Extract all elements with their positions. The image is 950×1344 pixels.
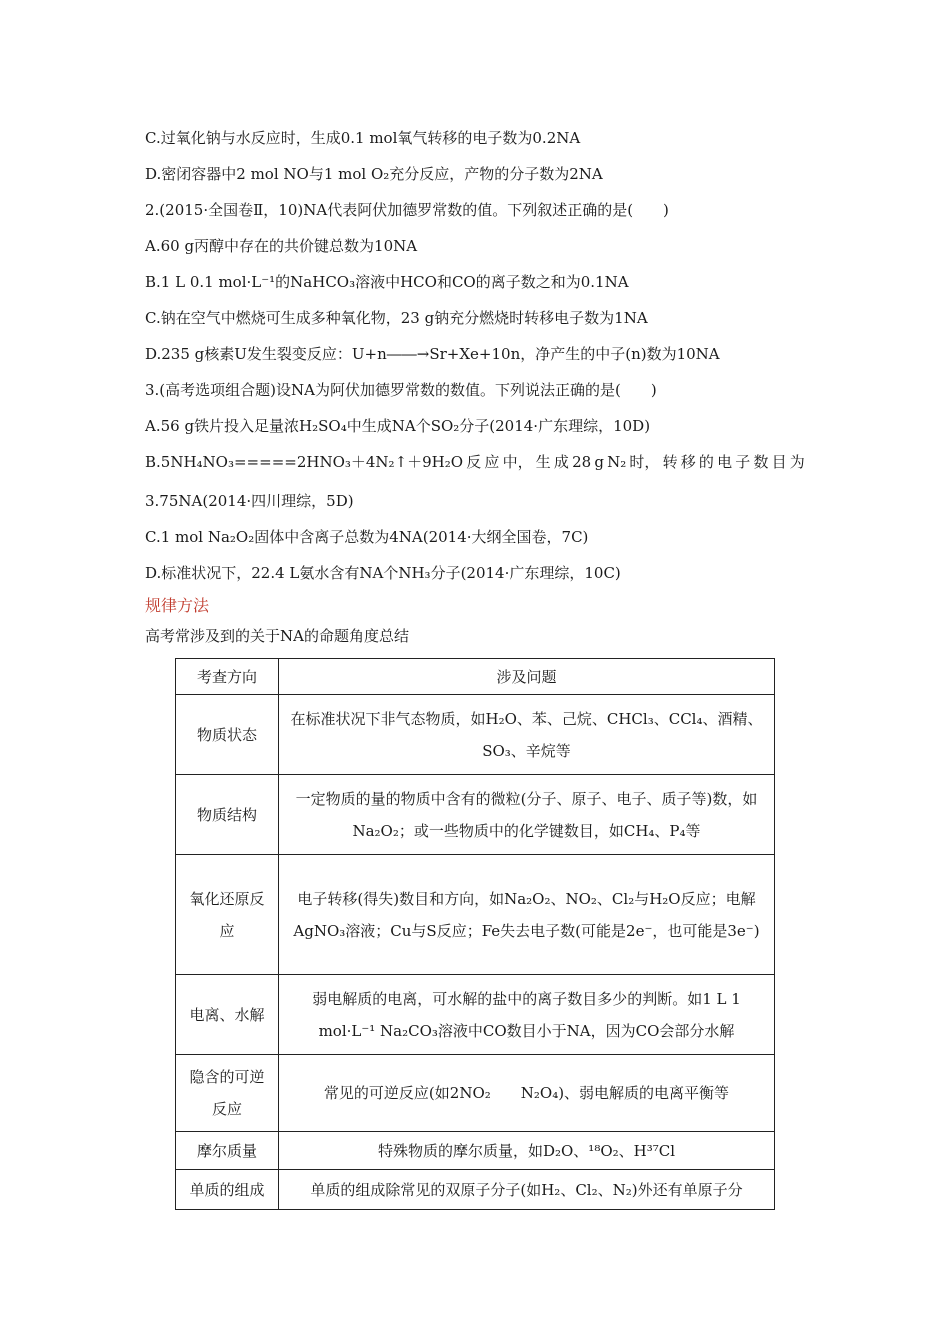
table-row	[176, 855, 775, 975]
b3-part: 的	[698, 453, 714, 471]
table-cell-topic: 氧化还原反应	[176, 855, 279, 975]
table-cell-topic: 物质结构	[176, 775, 279, 855]
option-d-q3: D.标准状况下，22.4 L氨水含有NA个NH₃分子(2014·广东理综，10C)	[145, 564, 621, 582]
question-2: 2.(2015·全国卷Ⅱ，10)NA代表阿伏加德罗常数的值。下列叙述正确的是( )	[145, 201, 669, 219]
question-3: 3.(高考选项组合题)设NA为阿伏加德罗常数的数值。下列说法正确的是( )	[145, 381, 657, 399]
table-cell-detail: 常见的可逆反应(如2NO₂ N₂O₄)、弱电解质的电离平衡等	[279, 1055, 775, 1132]
option-a-q3: A.56 g铁片投入足量浓H₂SO₄中生成NA个SO₂分子(2014·广东理综，10D)	[145, 417, 651, 435]
table-row	[176, 975, 775, 1055]
b3-part: 28	[572, 453, 592, 471]
table-cell-topic: 摩尔质量	[176, 1132, 279, 1170]
option-d-q1: D.密闭容器中2 mol NO与1 mol O₂充分反应，产物的分子数为2NA	[145, 165, 603, 183]
b3-part: 反	[466, 453, 482, 471]
b3-part: 数	[753, 453, 769, 471]
table-cell-detail: 特殊物质的摩尔质量，如D₂O、¹⁸O₂、H³⁷Cl	[279, 1132, 775, 1170]
table-header-row	[176, 659, 775, 695]
b3-part: g	[594, 453, 604, 471]
option-c-q2: C.钠在空气中燃烧可生成多种氧化物，23 g钠充分燃烧时转移电子数为1NA	[145, 309, 648, 327]
b3-part: 子	[735, 453, 751, 471]
summary-table	[175, 658, 775, 1210]
table-cell-detail: 在标准状况下非气态物质，如H₂O、苯、己烷、CHCl₃、CCl₄、酒精、SO₃、辛烷等	[279, 695, 775, 775]
table-row	[176, 775, 775, 855]
option-b-q3-continued: 3.75NA(2014·四川理综，5D)	[145, 492, 354, 510]
table-cell-detail: 弱电解质的电离，可水解的盐中的离子数目多少的判断。如1 L 1 mol·L⁻¹ Na₂CO₃溶液中CO数目小于NA，因为CO会部分水解	[279, 975, 775, 1055]
option-d-q2: D.235 g核素U发生裂变反应：U+n――→Sr+Xe+10n，净产生的中子(n)数为10NA	[145, 345, 720, 363]
table-row	[176, 1055, 775, 1132]
summary-title: 高考常涉及到的关于NA的命题角度总结	[145, 627, 409, 645]
table-row	[176, 1170, 775, 1210]
option-c-q1: C.过氧化钠与水反应时，生成0.1 mol氧气转移的电子数为0.2NA	[145, 129, 581, 147]
b3-part: 中，	[502, 453, 533, 471]
b3-part: 成	[553, 453, 569, 471]
table-cell-topic: 电离、水解	[176, 975, 279, 1055]
b3-part: N₂	[607, 453, 627, 471]
option-c-q3: C.1 mol Na₂O₂固体中含离子总数为4NA(2014·大纲全国卷，7C)	[145, 528, 589, 546]
b3-part: 目	[771, 453, 787, 471]
option-b-q2: B.1 L 0.1 mol·L⁻¹的NaHCO₃溶液中HCO和CO的离子数之和为0.1NA	[145, 273, 629, 291]
option-b-q3	[145, 452, 805, 472]
b3-part: 转	[662, 453, 678, 471]
method-heading: 规律方法	[145, 596, 210, 615]
b3-part: 生	[535, 453, 551, 471]
b3-part: 应	[484, 453, 500, 471]
b3-part: 电	[717, 453, 733, 471]
table-header: 涉及问题	[279, 659, 775, 695]
table-row	[176, 1132, 775, 1170]
table-cell-detail: 电子转移(得失)数目和方向，如Na₂O₂、NO₂、Cl₂与H₂O反应；电解AgNO₃溶液；Cu与S反应；Fe失去电子数(可能是2e⁻，也可能是3e⁻)	[279, 855, 775, 975]
table-cell-topic: 单质的组成	[176, 1170, 279, 1210]
table-cell-topic: 物质状态	[176, 695, 279, 775]
b3-part: 时，	[629, 453, 660, 471]
table-cell-detail: 一定物质的量的物质中含有的微粒(分子、原子、电子、质子等)数，如Na₂O₂；或一些物质中的化学键数目，如CH₄、P₄等	[279, 775, 775, 855]
b3-part: 为	[789, 453, 805, 471]
option-a-q2: A.60 g丙醇中存在的共价键总数为10NA	[145, 237, 418, 255]
table-cell-topic: 隐含的可逆反应	[176, 1055, 279, 1132]
table-cell-detail: 单质的组成除常见的双原子分子(如H₂、Cl₂、N₂)外还有单原子分	[279, 1170, 775, 1210]
table-row	[176, 695, 775, 775]
table-header: 考查方向	[176, 659, 279, 695]
b3-part: B.5NH₄NO₃=====2HNO₃＋4N₂↑＋9H₂O	[145, 453, 464, 471]
b3-part: 移	[680, 453, 696, 471]
